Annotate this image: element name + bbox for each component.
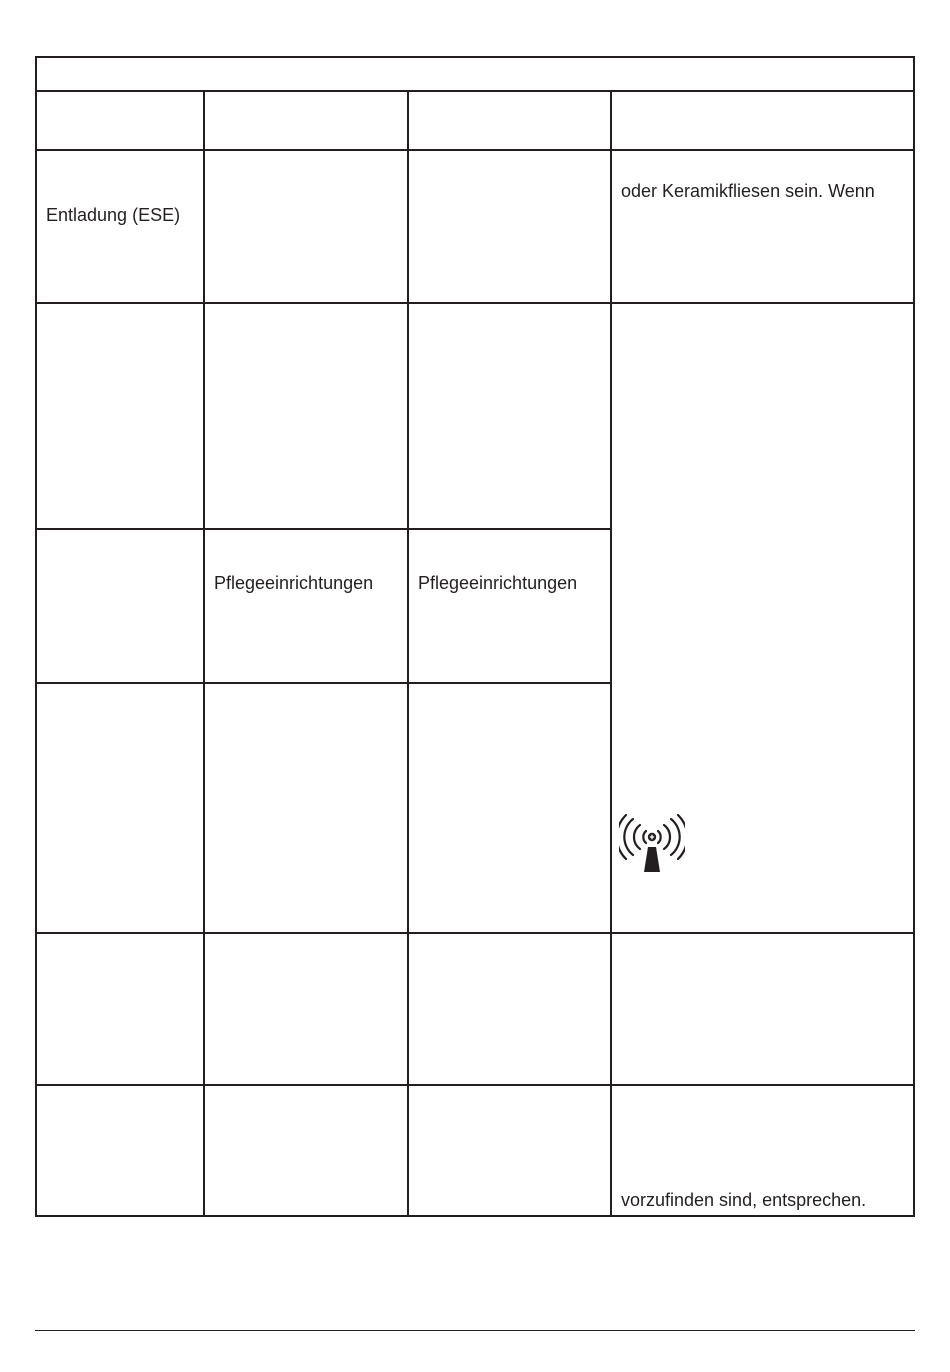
table-border-bottom	[35, 1215, 915, 1217]
row-divider	[35, 1084, 915, 1086]
column-divider	[407, 90, 409, 1217]
table-border-right	[913, 56, 915, 1217]
table-cell: vorzufinden sind, entsprechen.	[621, 1190, 867, 1210]
column-divider	[203, 90, 205, 1217]
column-divider	[610, 90, 612, 1217]
row-divider	[35, 528, 612, 530]
footer-rule	[35, 1330, 915, 1331]
row-divider	[35, 302, 915, 304]
table-cell: Pflegeeinrichtungen	[214, 573, 374, 593]
table-border-header	[35, 90, 915, 92]
table-border-top	[35, 56, 915, 58]
table-cell: Pflegeeinrichtungen	[418, 573, 578, 593]
table-border-left	[35, 56, 37, 1217]
non-ionizing-radiation-icon	[619, 814, 685, 874]
table-cell: Entladung (ESE)	[46, 205, 181, 225]
row-divider	[35, 932, 915, 934]
row-divider	[35, 682, 612, 684]
table-cell: oder Keramikfliesen sein. Wenn	[621, 181, 875, 201]
row-divider	[35, 149, 915, 151]
